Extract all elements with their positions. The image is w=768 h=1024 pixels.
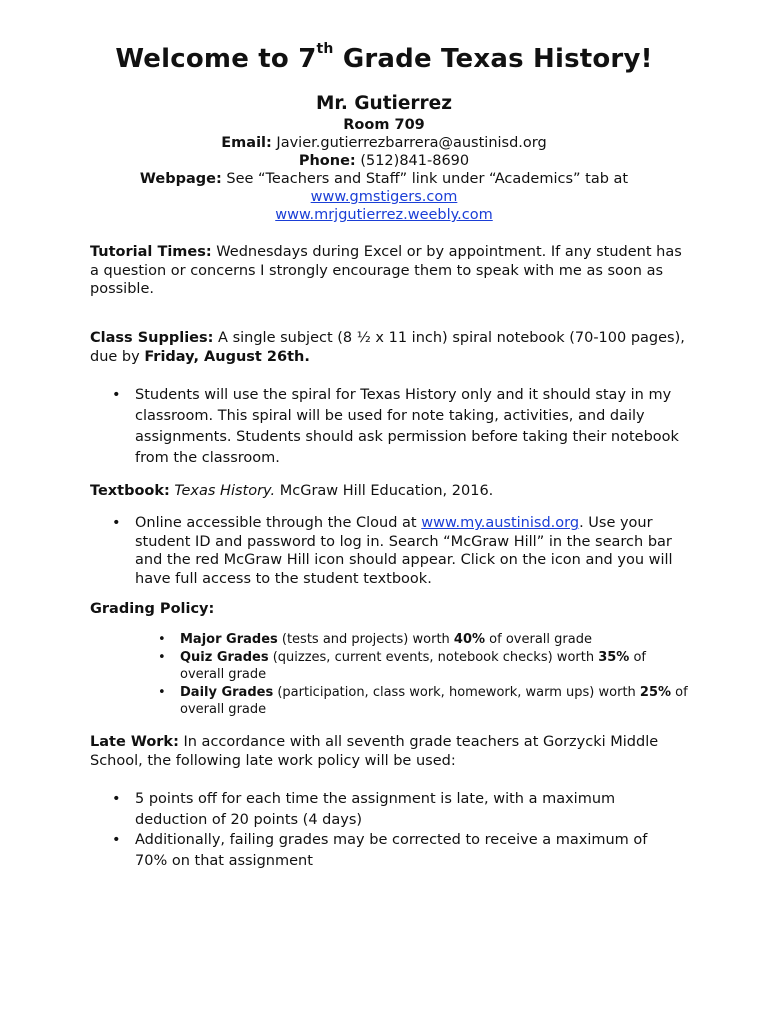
grade-percent: 25% xyxy=(639,684,672,700)
phone-value: (512)841-8690 xyxy=(355,153,470,169)
phone-label: Phone: xyxy=(298,153,356,169)
grade-tail: of overall grade xyxy=(180,684,688,717)
grading-item-quiz xyxy=(158,649,688,684)
list-item: • Additionally, failing grades may be corrected to receive a maximum of 70% on that assignment xyxy=(112,830,682,871)
supplies-bullets xyxy=(112,385,682,469)
webpage-label: Webpage: xyxy=(139,171,222,187)
textbook-section xyxy=(90,482,690,501)
gmstigers-link[interactable]: www.gmstigers.com xyxy=(310,189,458,205)
grading-list xyxy=(158,631,688,719)
title-text-rest: Grade Texas History! xyxy=(333,44,653,74)
textbook-bullet-text: Online accessible through the Cloud at xyxy=(135,515,422,531)
grade-tail: of overall grade xyxy=(485,632,592,647)
grading-heading xyxy=(90,600,690,619)
tutorial-label: Tutorial Times: xyxy=(90,244,212,260)
latework-label: Late Work: xyxy=(90,734,179,750)
textbook-bullet-text-rest: . Use your student ID and password to log in. Search “McGraw Hill” in the search bar and the red McGraw Hill icon should appear. Click on the icon and you will have full access to the student textbook. xyxy=(135,515,673,587)
grading-label: Grading Policy: xyxy=(90,601,215,617)
austinisd-link[interactable]: www.my.austinisd.org xyxy=(421,515,580,531)
email-value: Javier.gutierrezbarrera@austinisd.org xyxy=(271,135,547,151)
teacher-name: Mr. Gutierrez xyxy=(315,93,452,114)
grade-percent: 35% xyxy=(598,649,630,665)
teacher-info xyxy=(0,92,768,224)
grading-item-major xyxy=(158,631,688,649)
grade-desc: (tests and projects) worth xyxy=(277,632,454,647)
grade-desc: (quizzes, current events, notebook checks) worth xyxy=(268,649,599,665)
list-item: • 5 points off for each time the assignment is late, with a maximum deduction of 20 points (4 days) xyxy=(112,789,682,830)
textbook-title: Texas History. xyxy=(169,483,276,499)
weebly-link[interactable]: www.mrjgutierrez.weebly.com xyxy=(275,207,493,223)
webpage-value: See “Teachers and Staff” link under “Academics” tab at xyxy=(221,171,629,187)
page-title xyxy=(0,41,768,74)
webpage-line xyxy=(0,170,768,188)
supplies-due-date: Friday, August 26th. xyxy=(144,348,310,365)
textbook-publisher: McGraw Hill Education, 2016. xyxy=(275,483,494,499)
email-label: Email: xyxy=(221,135,272,151)
tutorial-text: Wednesdays during Excel or by appointment. If any student has a question or concerns I strongly encourage them to speak with me as soon as possible. xyxy=(90,244,682,297)
textbook-bullets xyxy=(112,514,682,588)
tutorial-section xyxy=(90,243,690,299)
room-number: Room 709 xyxy=(343,117,425,133)
supplies-text: A single subject (8 ½ x 11 inch) spiral notebook (70-100 pages), due by xyxy=(90,330,685,365)
supplies-section xyxy=(90,329,690,366)
list-item: • Students will use the spiral for Texas History only and it should stay in my classroom. This spiral will be used for note taking, activities, and daily assignments. Students should ask permission before taking their notebook from the classroom. xyxy=(112,385,682,469)
grade-percent: 40% xyxy=(453,632,486,647)
latework-section xyxy=(90,733,690,770)
phone-line xyxy=(0,152,768,170)
title-superscript: th xyxy=(316,41,334,58)
grading-item-daily xyxy=(158,684,688,719)
latework-text: In accordance with all seventh grade teachers at Gorzycki Middle School, the following late work policy will be used: xyxy=(90,734,659,769)
grade-name: Quiz Grades xyxy=(180,649,269,665)
textbook-label: Textbook: xyxy=(90,483,170,499)
grade-tail: of overall grade xyxy=(180,649,647,682)
list-item xyxy=(112,514,682,588)
grade-name: Major Grades xyxy=(180,632,278,647)
supplies-label: Class Supplies: xyxy=(90,330,214,346)
grade-name: Daily Grades xyxy=(180,684,274,700)
grade-desc: (participation, class work, homework, warm ups) worth xyxy=(273,684,640,700)
email-line xyxy=(0,134,768,152)
title-text: Welcome to 7 xyxy=(115,44,317,74)
latework-bullets xyxy=(112,789,682,871)
